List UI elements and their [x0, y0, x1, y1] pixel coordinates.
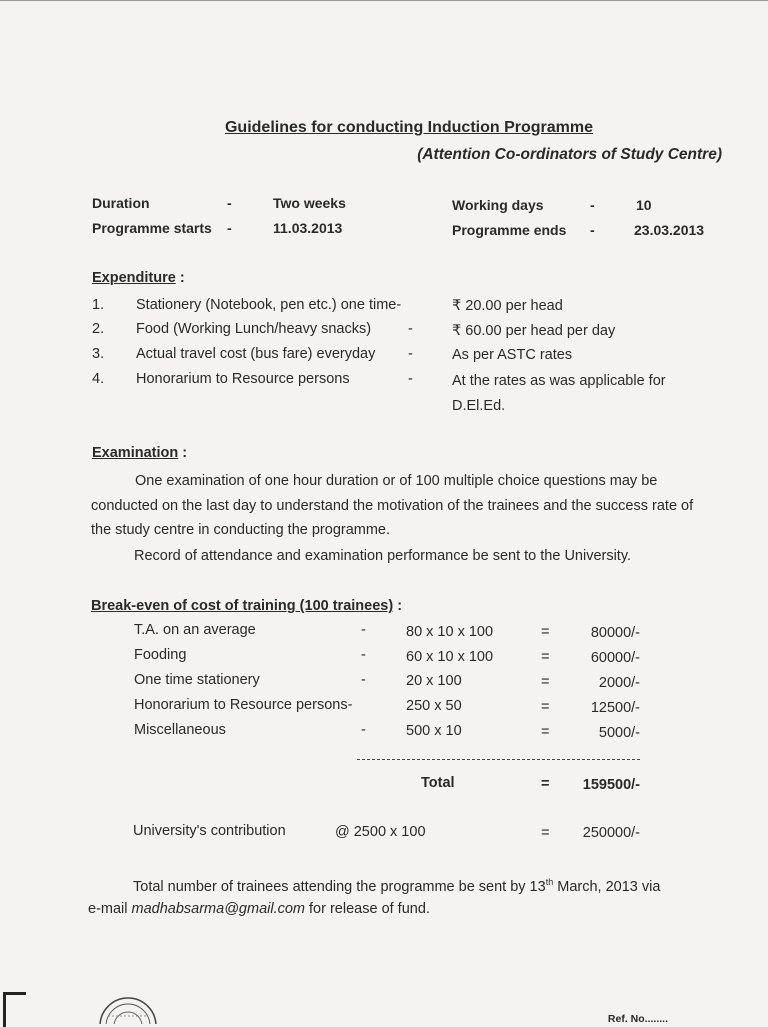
- row-label: Fooding: [134, 647, 187, 663]
- row-amount: 60000/-: [590, 650, 640, 666]
- row-equals: =: [541, 699, 550, 715]
- exam-line-4: Record of attendance and examination performance be sent to the University.: [134, 548, 632, 564]
- end-value: 23.03.2013: [634, 222, 705, 238]
- reference-number: Ref. No........: [607, 1013, 668, 1025]
- breakeven-heading: Break-even of cost of training (100 trainees) :: [91, 598, 403, 614]
- closing-line-1: Total number of trainees attending the programme be sent by 13th March, 2013 via: [133, 877, 661, 895]
- end-separator: -: [590, 222, 595, 238]
- total-amount: 159500/-: [582, 777, 640, 793]
- row-label: One time stationery: [134, 672, 260, 688]
- contribution-equals: =: [541, 825, 550, 841]
- item-text: Actual travel cost (bus fare) everyday: [136, 346, 376, 362]
- contribution-amount: 250000/-: [582, 825, 640, 841]
- row-formula: 20 x 100: [406, 673, 462, 689]
- start-label: Programme starts: [92, 220, 212, 236]
- row-label: T.A. on an average: [134, 622, 256, 638]
- contribution-label: University's contribution: [133, 823, 286, 839]
- email-link[interactable]: madhabsarma@gmail.com: [131, 901, 305, 917]
- university-seal-icon: [96, 994, 160, 1024]
- row-equals: =: [541, 674, 550, 690]
- item-rate: At the rates as was applicable for: [452, 373, 666, 389]
- item-rate: As per ASTC rates: [452, 347, 573, 363]
- contribution-formula: @ 2500 x 100: [335, 824, 426, 840]
- working-days-value: 10: [636, 197, 652, 213]
- scan-edge-line: [0, 0, 768, 1]
- duration-value: Two weeks: [273, 195, 346, 211]
- item-separator: -: [408, 321, 413, 337]
- row-equals: =: [541, 624, 550, 640]
- row-separator: -: [361, 622, 366, 638]
- item-separator: -: [408, 371, 413, 387]
- row-separator: -: [361, 672, 366, 688]
- row-equals: =: [541, 724, 550, 740]
- item-rate-continuation: D.El.Ed.: [452, 398, 506, 414]
- item-text: Stationery (Notebook, pen etc.) one time-: [136, 297, 402, 313]
- total-equals: =: [541, 776, 550, 792]
- examination-heading: Examination :: [92, 445, 188, 461]
- start-separator: -: [227, 220, 232, 236]
- row-amount: 2000/-: [598, 675, 640, 691]
- working-days-separator: -: [590, 197, 595, 213]
- row-formula: 500 x 10: [406, 723, 462, 739]
- item-rate: ₹ 60.00 per head per day: [452, 323, 616, 339]
- row-label: Miscellaneous: [134, 722, 226, 738]
- total-label: Total: [421, 775, 455, 791]
- item-number: 3.: [92, 346, 105, 362]
- item-number: 1.: [92, 297, 105, 313]
- item-text: Honorarium to Resource persons: [136, 371, 350, 387]
- row-separator: -: [361, 647, 366, 663]
- row-label: Honorarium to Resource persons-: [134, 697, 353, 713]
- item-text: Food (Working Lunch/heavy snacks): [136, 321, 372, 337]
- scan-bracket-mark: [3, 992, 26, 1027]
- duration-separator: -: [227, 195, 232, 211]
- document-title: Guidelines for conducting Induction Programme: [224, 119, 594, 136]
- item-number: 4.: [92, 371, 105, 387]
- exam-line-1: One examination of one hour duration or of 100 multiple choice questions may be: [135, 473, 658, 489]
- row-separator: -: [361, 722, 366, 738]
- expenditure-heading: Expenditure :: [92, 270, 185, 286]
- dashed-divider: [357, 759, 640, 760]
- closing-line-2: e-mail madhabsarma@gmail.com for release of fund.: [88, 901, 430, 917]
- item-number: 2.: [92, 321, 105, 337]
- row-amount: 12500/-: [590, 700, 640, 716]
- start-value: 11.03.2013: [273, 220, 343, 236]
- row-amount: 5000/-: [598, 725, 640, 741]
- item-rate: ₹ 20.00 per head: [452, 298, 563, 314]
- end-label: Programme ends: [452, 222, 567, 238]
- item-separator: -: [408, 346, 413, 362]
- exam-line-3: the study centre in conducting the programme.: [91, 522, 391, 538]
- document-subtitle: (Attention Co-ordinators of Study Centre): [417, 146, 722, 163]
- row-equals: =: [541, 649, 550, 665]
- row-amount: 80000/-: [590, 625, 640, 641]
- row-formula: 80 x 10 x 100: [406, 624, 494, 640]
- row-formula: 250 x 50: [406, 698, 462, 714]
- row-formula: 60 x 10 x 100: [406, 649, 494, 665]
- duration-label: Duration: [92, 195, 150, 211]
- exam-line-2: conducted on the last day to understand the motivation of the trainees and the success rate of: [91, 498, 694, 514]
- working-days-label: Working days: [452, 197, 544, 213]
